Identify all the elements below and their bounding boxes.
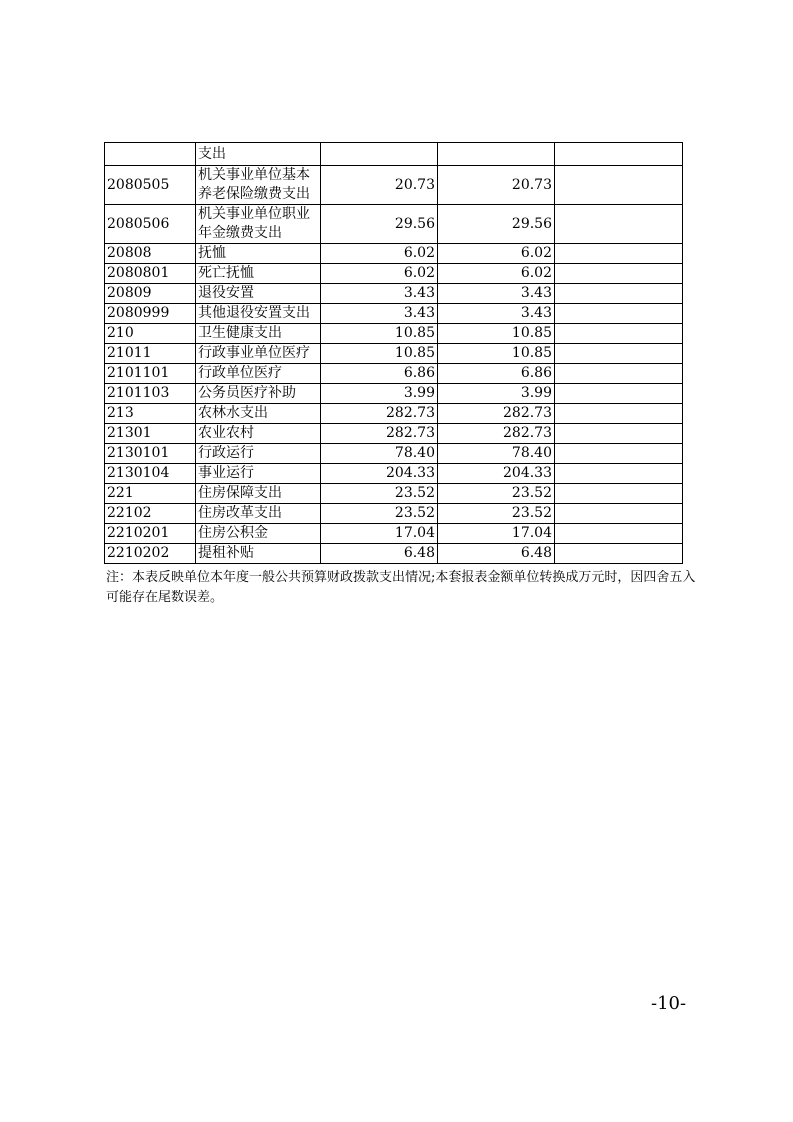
row-basic-cell: 20.73 <box>438 166 555 205</box>
table-row <box>105 284 683 304</box>
row-project-cell <box>555 424 683 444</box>
row-total-cell: 282.73 <box>321 404 438 424</box>
row-code-cell: 221 <box>105 484 196 504</box>
table-row <box>105 444 683 464</box>
table-row <box>105 344 683 364</box>
row-code-cell: 2210201 <box>105 524 196 544</box>
row-project-cell <box>555 143 683 166</box>
row-name-cell: 事业运行 <box>196 464 321 484</box>
row-code-cell: 2210202 <box>105 544 196 564</box>
row-project-cell <box>555 166 683 205</box>
row-total-cell: 10.85 <box>321 324 438 344</box>
row-code-cell: 2130101 <box>105 444 196 464</box>
row-total-cell: 29.56 <box>321 205 438 244</box>
row-code-cell: 210 <box>105 324 196 344</box>
row-code-cell: 213 <box>105 404 196 424</box>
row-name-cell: 住房保障支出 <box>196 484 321 504</box>
row-basic-cell: 10.85 <box>438 324 555 344</box>
row-code-cell: 2101103 <box>105 384 196 404</box>
row-project-cell <box>555 464 683 484</box>
row-basic-cell: 17.04 <box>438 524 555 544</box>
row-basic-cell: 6.48 <box>438 544 555 564</box>
row-basic-cell: 10.85 <box>438 344 555 364</box>
row-total-cell: 17.04 <box>321 524 438 544</box>
row-code-cell: 21301 <box>105 424 196 444</box>
row-name-cell: 抚恤 <box>196 244 321 264</box>
row-name-cell: 行政单位医疗 <box>196 364 321 384</box>
row-basic-cell: 282.73 <box>438 424 555 444</box>
row-basic-cell: 6.86 <box>438 364 555 384</box>
row-code-cell: 22102 <box>105 504 196 524</box>
row-code-cell: 2080801 <box>105 264 196 284</box>
table-row <box>105 304 683 324</box>
row-total-cell <box>321 143 438 166</box>
row-code-cell: 2080999 <box>105 304 196 324</box>
row-basic-cell: 23.52 <box>438 504 555 524</box>
page-number: -10- <box>651 993 687 1014</box>
row-basic-cell <box>438 143 555 166</box>
table-row <box>105 143 683 166</box>
row-name-cell: 住房公积金 <box>196 524 321 544</box>
row-total-cell: 6.02 <box>321 244 438 264</box>
row-total-cell: 6.48 <box>321 544 438 564</box>
row-name-cell: 机关事业单位基本养老保险缴费支出 <box>196 166 321 205</box>
row-project-cell <box>555 484 683 504</box>
row-code-cell: 20808 <box>105 244 196 264</box>
row-total-cell: 23.52 <box>321 484 438 504</box>
row-name-cell: 卫生健康支出 <box>196 324 321 344</box>
row-basic-cell: 282.73 <box>438 404 555 424</box>
row-project-cell <box>555 364 683 384</box>
table-row <box>105 504 683 524</box>
row-total-cell: 3.43 <box>321 304 438 324</box>
table-body <box>105 143 683 564</box>
table-row <box>105 404 683 424</box>
row-total-cell: 3.43 <box>321 284 438 304</box>
table-row <box>105 384 683 404</box>
table-row <box>105 205 683 244</box>
row-total-cell: 10.85 <box>321 344 438 364</box>
row-name-cell: 住房改革支出 <box>196 504 321 524</box>
table-row <box>105 524 683 544</box>
row-total-cell: 6.86 <box>321 364 438 384</box>
row-project-cell <box>555 404 683 424</box>
row-name-cell: 农林水支出 <box>196 404 321 424</box>
table-row <box>105 364 683 384</box>
row-name-cell: 行政事业单位医疗 <box>196 344 321 364</box>
row-basic-cell: 3.43 <box>438 304 555 324</box>
row-code-cell: 2080506 <box>105 205 196 244</box>
row-code-cell: 20809 <box>105 284 196 304</box>
row-project-cell <box>555 304 683 324</box>
row-total-cell: 282.73 <box>321 424 438 444</box>
table-note: 注：本表反映单位本年度一般公共预算财政拨款支出情况;本套报表金额单位转换成万元时，因四舍五入可能存在尾数误差。 <box>106 570 696 605</box>
row-project-cell <box>555 324 683 344</box>
row-name-cell: 农业农村 <box>196 424 321 444</box>
row-project-cell <box>555 264 683 284</box>
row-project-cell <box>555 504 683 524</box>
row-basic-cell: 78.40 <box>438 444 555 464</box>
row-total-cell: 3.99 <box>321 384 438 404</box>
row-total-cell: 78.40 <box>321 444 438 464</box>
row-basic-cell: 29.56 <box>438 205 555 244</box>
row-basic-cell: 204.33 <box>438 464 555 484</box>
table-row <box>105 544 683 564</box>
row-project-cell <box>555 524 683 544</box>
row-name-cell: 公务员医疗补助 <box>196 384 321 404</box>
table-row <box>105 464 683 484</box>
row-basic-cell: 6.02 <box>438 264 555 284</box>
row-name-cell: 支出 <box>196 143 321 166</box>
row-code-cell: 2101101 <box>105 364 196 384</box>
row-name-cell: 机关事业单位职业年金缴费支出 <box>196 205 321 244</box>
row-project-cell <box>555 205 683 244</box>
table-row <box>105 324 683 344</box>
row-project-cell <box>555 284 683 304</box>
row-name-cell: 行政运行 <box>196 444 321 464</box>
row-code-cell: 2080505 <box>105 166 196 205</box>
table-row <box>105 484 683 504</box>
row-total-cell: 204.33 <box>321 464 438 484</box>
row-name-cell: 提租补贴 <box>196 544 321 564</box>
row-project-cell <box>555 544 683 564</box>
row-project-cell <box>555 344 683 364</box>
table-row <box>105 264 683 284</box>
row-name-cell: 退役安置 <box>196 284 321 304</box>
row-name-cell: 其他退役安置支出 <box>196 304 321 324</box>
budget-table <box>104 142 683 564</box>
table-row <box>105 424 683 444</box>
row-total-cell: 20.73 <box>321 166 438 205</box>
table-row <box>105 244 683 264</box>
row-project-cell <box>555 244 683 264</box>
row-basic-cell: 23.52 <box>438 484 555 504</box>
row-code-cell <box>105 143 196 166</box>
row-total-cell: 6.02 <box>321 264 438 284</box>
table-row <box>105 166 683 205</box>
row-name-cell: 死亡抚恤 <box>196 264 321 284</box>
row-code-cell: 2130104 <box>105 464 196 484</box>
row-basic-cell: 3.99 <box>438 384 555 404</box>
row-code-cell: 21011 <box>105 344 196 364</box>
row-project-cell <box>555 444 683 464</box>
row-basic-cell: 3.43 <box>438 284 555 304</box>
row-total-cell: 23.52 <box>321 504 438 524</box>
row-project-cell <box>555 384 683 404</box>
row-basic-cell: 6.02 <box>438 244 555 264</box>
